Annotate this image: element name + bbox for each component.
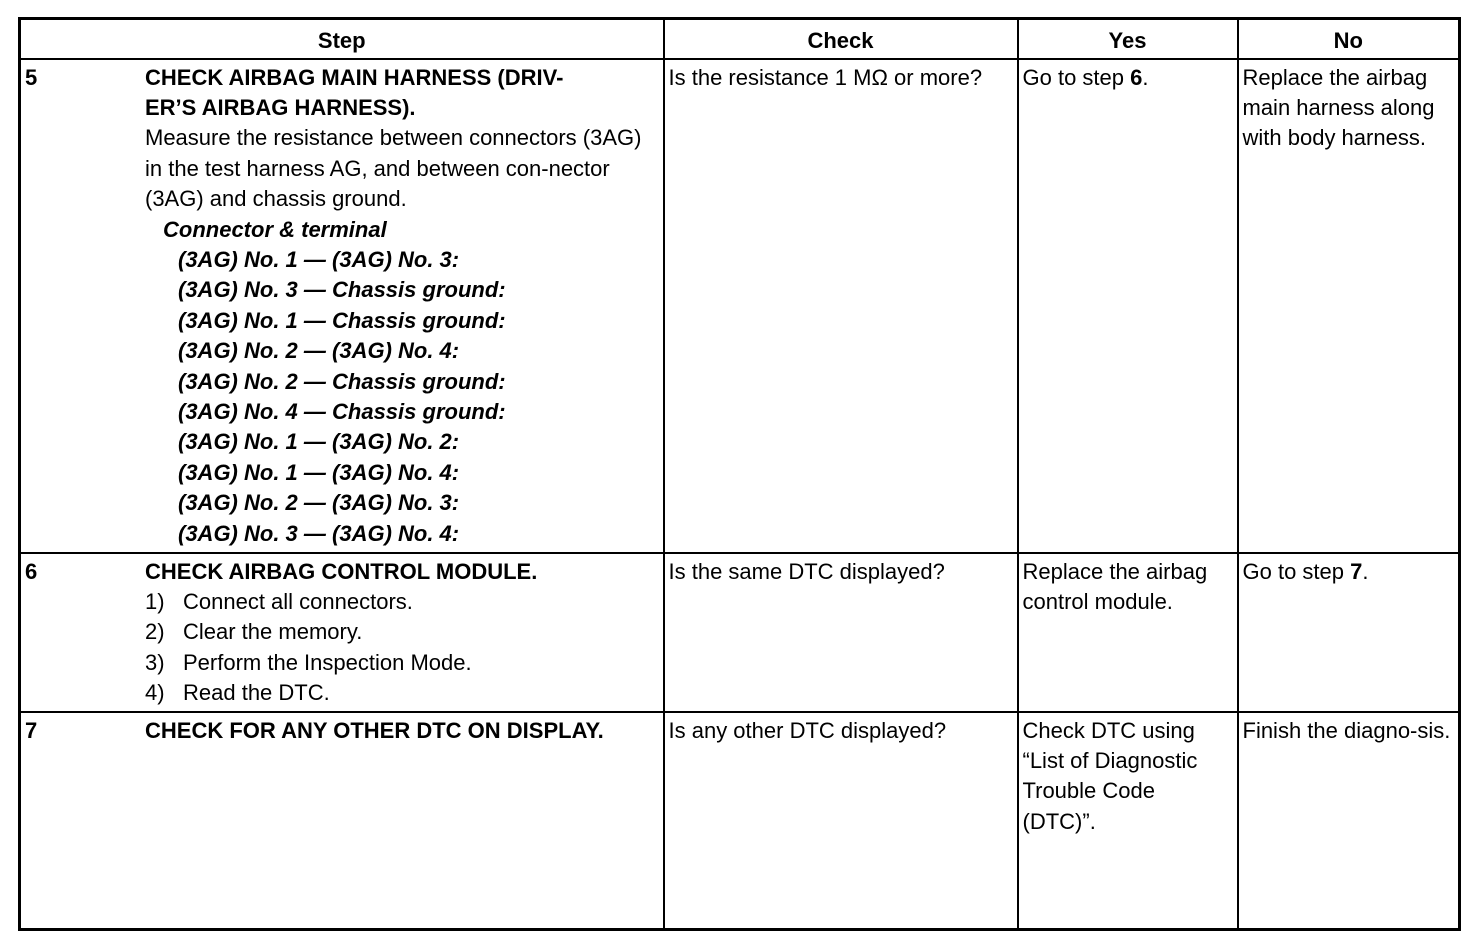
header-no: No [1238, 19, 1460, 59]
terminal-item: (3AG) No. 1 — (3AG) No. 3: [178, 246, 460, 272]
terminal-item: (3AG) No. 1 — Chassis ground: [178, 307, 506, 333]
step-body [145, 716, 659, 746]
step-reference: 7 [1350, 558, 1363, 584]
step-reference: 6 [1130, 64, 1143, 90]
procedure-number: 4) [145, 680, 165, 706]
step-title: CHECK AIRBAG CONTROL MODULE. [145, 558, 538, 584]
terminal-item: (3AG) No. 3 — (3AG) No. 4: [178, 520, 460, 546]
check-cell: Is the resistance 1 MΩ or more? [664, 59, 1018, 553]
terminal-list [145, 245, 659, 549]
procedure-item [145, 648, 659, 678]
procedure-number: 2) [145, 619, 165, 645]
no-cell: Replace the airbag main harness along with body harness. [1238, 59, 1460, 553]
table-row [20, 59, 1460, 553]
step-cell [20, 712, 664, 930]
step-title-line: CHECK AIRBAG MAIN HARNESS (DRIV- [145, 64, 564, 90]
procedure-list [145, 587, 659, 709]
no-suffix: . [1362, 558, 1369, 584]
terminal-item: (3AG) No. 2 — (3AG) No. 4: [178, 338, 460, 364]
procedure-text: Perform the Inspection Mode. [183, 649, 472, 675]
table-row [20, 553, 1460, 712]
yes-suffix: . [1142, 64, 1149, 90]
procedure-number: 1) [145, 588, 165, 614]
step-cell [20, 59, 664, 553]
diagnostic-table [18, 17, 1461, 931]
procedure-item [145, 617, 659, 647]
yes-cell: Replace the airbag control module. [1018, 553, 1238, 712]
step-title: CHECK FOR ANY OTHER DTC ON DISPLAY. [145, 717, 604, 743]
header-row [20, 19, 1460, 59]
no-text: Go to step [1242, 558, 1351, 584]
step-title-line: ER’S AIRBAG HARNESS). [145, 94, 416, 120]
step-description: Measure the resistance between connectors (3AG) in the test harness AG, and between con-nector (3AG) and chassis ground. [145, 125, 642, 212]
terminal-item: (3AG) No. 4 — Chassis ground: [178, 398, 506, 424]
terminal-heading: Connector & terminal [163, 216, 387, 242]
procedure-item [145, 678, 659, 708]
terminal-item: (3AG) No. 2 — Chassis ground: [178, 368, 506, 394]
header-yes: Yes [1018, 19, 1238, 59]
procedure-text: Clear the memory. [183, 619, 363, 645]
procedure-text: Read the DTC. [183, 680, 330, 706]
procedure-item [145, 587, 659, 617]
step-cell [20, 553, 664, 712]
check-cell: Is any other DTC displayed? [664, 712, 1018, 930]
step-number: 7 [25, 717, 38, 743]
yes-cell [1018, 59, 1238, 553]
header-step: Step [20, 19, 664, 59]
procedure-text: Connect all connectors. [183, 588, 413, 614]
procedure-number: 3) [145, 649, 165, 675]
terminal-item: (3AG) No. 3 — Chassis ground: [178, 277, 506, 303]
terminal-item: (3AG) No. 1 — (3AG) No. 4: [178, 459, 460, 485]
step-number: 6 [25, 558, 38, 584]
check-cell: Is the same DTC displayed? [664, 553, 1018, 712]
step-body [145, 557, 659, 709]
terminal-item: (3AG) No. 2 — (3AG) No. 3: [178, 490, 460, 516]
step-number: 5 [25, 64, 38, 90]
no-cell [1238, 553, 1460, 712]
terminal-item: (3AG) No. 1 — (3AG) No. 2: [178, 429, 460, 455]
yes-text: Go to step [1022, 64, 1131, 90]
step-title [145, 63, 659, 124]
no-cell: Finish the diagno-sis. [1238, 712, 1460, 930]
header-check: Check [664, 19, 1018, 59]
table-row [20, 712, 1460, 930]
yes-cell: Check DTC using “List of Diagnostic Trouble Code (DTC)”. [1018, 712, 1238, 930]
step-body [145, 63, 659, 550]
